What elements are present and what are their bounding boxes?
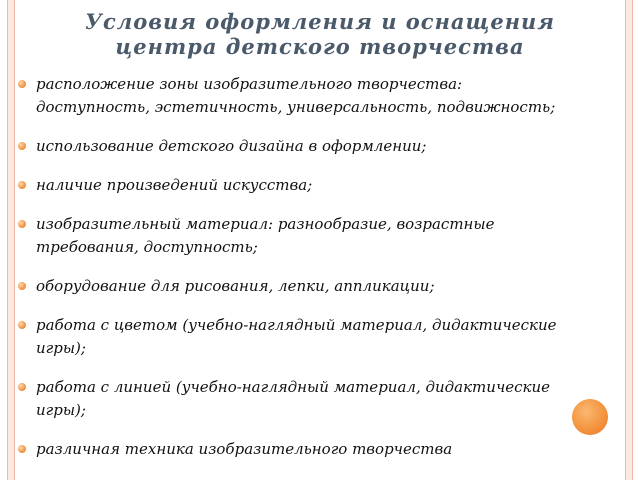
list-item [18, 376, 578, 422]
orange-dot-bullet-icon [18, 383, 26, 391]
orange-dot-bullet-icon [18, 220, 26, 228]
orange-dot-bullet-icon [18, 321, 26, 329]
left-border-stripe [7, 0, 15, 480]
list-item [18, 275, 578, 298]
slide-title [30, 9, 610, 59]
list-item-text: работа с линией (учебно-наглядный материал, дидактические игры); [36, 378, 551, 419]
orange-dot-bullet-icon [18, 80, 26, 88]
list-item [18, 314, 578, 360]
orange-circle-icon [572, 399, 608, 435]
list-item [18, 213, 578, 259]
right-border-stripe [625, 0, 633, 480]
orange-dot-bullet-icon [18, 142, 26, 150]
list-item [18, 174, 578, 197]
list-item-text: использование детского дизайна в оформлении; [36, 137, 427, 155]
orange-dot-bullet-icon [18, 445, 26, 453]
slide-title-line-2: центра детского творчества [115, 34, 525, 59]
list-item [18, 135, 578, 158]
list-item [18, 73, 578, 119]
list-item [18, 438, 578, 461]
list-item-text: работа с цветом (учебно-наглядный материал, дидактические игры); [36, 316, 557, 357]
list-item-text: различная техника изобразительного творчества [36, 440, 453, 458]
list-item-text: наличие произведений искусства; [36, 176, 313, 194]
list-item-text: расположение зоны изобразительного творчества: доступность, эстетичность, универсальность, подвижность; [36, 75, 556, 116]
orange-dot-bullet-icon [18, 181, 26, 189]
bullet-list [18, 73, 578, 477]
list-item-text: изобразительный материал: разнообразие, возрастные требования, доступность; [36, 215, 495, 256]
orange-dot-bullet-icon [18, 282, 26, 290]
slide-title-line-1: Условия оформления и оснащения [85, 9, 555, 34]
list-item-text: оборудование для рисования, лепки, аппликации; [36, 277, 435, 295]
